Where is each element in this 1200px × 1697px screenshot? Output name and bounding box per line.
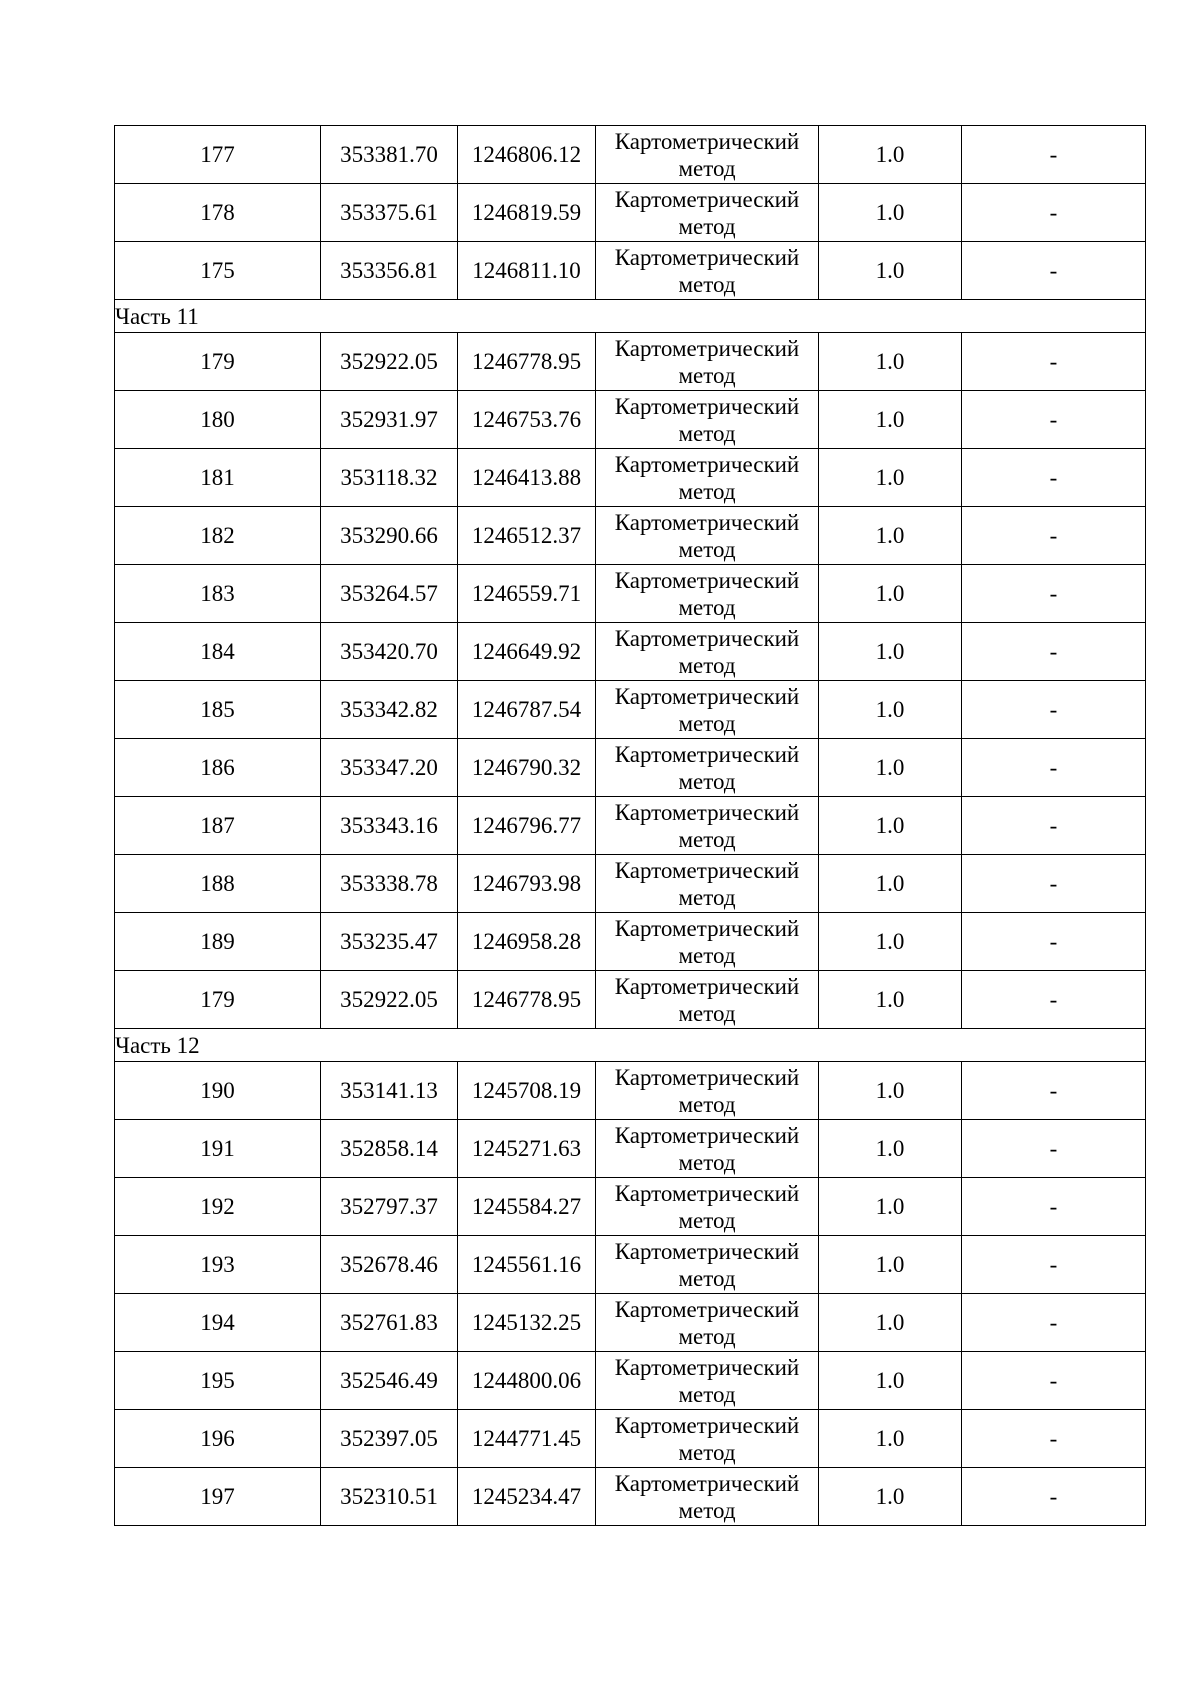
method-text: Картометрический метод xyxy=(614,1470,800,1523)
accuracy-cell: 1.0 xyxy=(819,913,962,971)
point-number-cell: 186 xyxy=(115,739,321,797)
method-text: Картометрический метод xyxy=(614,973,800,1026)
y-coordinate-cell: 1245561.16 xyxy=(458,1236,596,1294)
point-number-cell: 179 xyxy=(115,971,321,1029)
x-coordinate-cell: 353118.32 xyxy=(321,449,458,507)
x-coordinate-cell: 353375.61 xyxy=(321,184,458,242)
x-coordinate-cell: 353290.66 xyxy=(321,507,458,565)
y-coordinate-cell: 1246559.71 xyxy=(458,565,596,623)
point-number-cell: 182 xyxy=(115,507,321,565)
point-number-cell: 179 xyxy=(115,333,321,391)
description-cell: - xyxy=(962,391,1146,449)
accuracy-cell: 1.0 xyxy=(819,1178,962,1236)
point-number-cell: 184 xyxy=(115,623,321,681)
point-number-cell: 185 xyxy=(115,681,321,739)
accuracy-cell: 1.0 xyxy=(819,1062,962,1120)
accuracy-cell: 1.0 xyxy=(819,391,962,449)
method-text: Картометрический метод xyxy=(614,509,800,562)
method-cell xyxy=(596,333,819,391)
accuracy-cell: 1.0 xyxy=(819,333,962,391)
x-coordinate-cell: 352761.83 xyxy=(321,1294,458,1352)
x-coordinate-cell: 353235.47 xyxy=(321,913,458,971)
table-row xyxy=(115,333,1146,391)
point-number-cell: 181 xyxy=(115,449,321,507)
accuracy-cell: 1.0 xyxy=(819,1236,962,1294)
description-cell: - xyxy=(962,242,1146,300)
table-row xyxy=(115,623,1146,681)
table-row xyxy=(115,449,1146,507)
x-coordinate-cell: 353141.13 xyxy=(321,1062,458,1120)
accuracy-cell: 1.0 xyxy=(819,855,962,913)
x-coordinate-cell: 353338.78 xyxy=(321,855,458,913)
description-cell: - xyxy=(962,565,1146,623)
point-number-cell: 175 xyxy=(115,242,321,300)
description-cell: - xyxy=(962,1062,1146,1120)
point-number-cell: 191 xyxy=(115,1120,321,1178)
method-text: Картометрический метод xyxy=(614,1180,800,1233)
method-text: Картометрический метод xyxy=(614,567,800,620)
method-cell xyxy=(596,681,819,739)
accuracy-cell: 1.0 xyxy=(819,507,962,565)
y-coordinate-cell: 1245234.47 xyxy=(458,1468,596,1526)
method-text: Картометрический метод xyxy=(614,451,800,504)
table-row xyxy=(115,184,1146,242)
y-coordinate-cell: 1246958.28 xyxy=(458,913,596,971)
method-cell xyxy=(596,126,819,184)
method-cell xyxy=(596,913,819,971)
y-coordinate-cell: 1246811.10 xyxy=(458,242,596,300)
method-text: Картометрический метод xyxy=(614,186,800,239)
method-cell xyxy=(596,391,819,449)
accuracy-cell: 1.0 xyxy=(819,681,962,739)
method-cell xyxy=(596,1294,819,1352)
method-text: Картометрический метод xyxy=(614,244,800,297)
x-coordinate-cell: 352797.37 xyxy=(321,1178,458,1236)
description-cell: - xyxy=(962,1352,1146,1410)
point-number-cell: 195 xyxy=(115,1352,321,1410)
x-coordinate-cell: 353381.70 xyxy=(321,126,458,184)
method-cell xyxy=(596,1178,819,1236)
x-coordinate-cell: 353347.20 xyxy=(321,739,458,797)
method-text: Картометрический метод xyxy=(614,857,800,910)
table-row xyxy=(115,681,1146,739)
table-row xyxy=(115,391,1146,449)
x-coordinate-cell: 352397.05 xyxy=(321,1410,458,1468)
description-cell: - xyxy=(962,797,1146,855)
table-row xyxy=(115,1178,1146,1236)
method-cell xyxy=(596,855,819,913)
x-coordinate-cell: 352858.14 xyxy=(321,1120,458,1178)
method-text: Картометрический метод xyxy=(614,128,800,181)
description-cell: - xyxy=(962,623,1146,681)
method-text: Картометрический метод xyxy=(614,915,800,968)
y-coordinate-cell: 1245271.63 xyxy=(458,1120,596,1178)
y-coordinate-cell: 1245132.25 xyxy=(458,1294,596,1352)
accuracy-cell: 1.0 xyxy=(819,565,962,623)
description-cell: - xyxy=(962,333,1146,391)
y-coordinate-cell: 1246787.54 xyxy=(458,681,596,739)
x-coordinate-cell: 353420.70 xyxy=(321,623,458,681)
method-text: Картометрический метод xyxy=(614,741,800,794)
accuracy-cell: 1.0 xyxy=(819,971,962,1029)
x-coordinate-cell: 352546.49 xyxy=(321,1352,458,1410)
method-cell xyxy=(596,1236,819,1294)
description-cell: - xyxy=(962,971,1146,1029)
point-number-cell: 194 xyxy=(115,1294,321,1352)
y-coordinate-cell: 1246778.95 xyxy=(458,971,596,1029)
point-number-cell: 197 xyxy=(115,1468,321,1526)
method-text: Картометрический метод xyxy=(614,393,800,446)
table-row xyxy=(115,1120,1146,1178)
accuracy-cell: 1.0 xyxy=(819,449,962,507)
y-coordinate-cell: 1244800.06 xyxy=(458,1352,596,1410)
point-number-cell: 190 xyxy=(115,1062,321,1120)
method-cell xyxy=(596,449,819,507)
table-row xyxy=(115,1236,1146,1294)
y-coordinate-cell: 1244771.45 xyxy=(458,1410,596,1468)
method-cell xyxy=(596,565,819,623)
accuracy-cell: 1.0 xyxy=(819,1468,962,1526)
table-row xyxy=(115,1468,1146,1526)
x-coordinate-cell: 353264.57 xyxy=(321,565,458,623)
method-text: Картометрический метод xyxy=(614,1354,800,1407)
table-row xyxy=(115,1294,1146,1352)
description-cell: - xyxy=(962,1294,1146,1352)
description-cell: - xyxy=(962,913,1146,971)
description-cell: - xyxy=(962,1468,1146,1526)
section-header-row xyxy=(115,300,1146,333)
point-number-cell: 180 xyxy=(115,391,321,449)
table-row xyxy=(115,242,1146,300)
table-row xyxy=(115,1352,1146,1410)
description-cell: - xyxy=(962,681,1146,739)
method-cell xyxy=(596,1120,819,1178)
section-title: Часть 11 xyxy=(115,300,1146,333)
description-cell: - xyxy=(962,1236,1146,1294)
accuracy-cell: 1.0 xyxy=(819,1352,962,1410)
description-cell: - xyxy=(962,126,1146,184)
coordinates-table-body xyxy=(115,126,1146,1526)
y-coordinate-cell: 1246649.92 xyxy=(458,623,596,681)
x-coordinate-cell: 352922.05 xyxy=(321,333,458,391)
y-coordinate-cell: 1246413.88 xyxy=(458,449,596,507)
accuracy-cell: 1.0 xyxy=(819,126,962,184)
accuracy-cell: 1.0 xyxy=(819,1294,962,1352)
accuracy-cell: 1.0 xyxy=(819,184,962,242)
y-coordinate-cell: 1246819.59 xyxy=(458,184,596,242)
table-row xyxy=(115,126,1146,184)
description-cell: - xyxy=(962,449,1146,507)
method-text: Картометрический метод xyxy=(614,1412,800,1465)
description-cell: - xyxy=(962,184,1146,242)
section-header-row xyxy=(115,1029,1146,1062)
method-cell xyxy=(596,739,819,797)
accuracy-cell: 1.0 xyxy=(819,797,962,855)
method-text: Картометрический метод xyxy=(614,1238,800,1291)
table-row xyxy=(115,1062,1146,1120)
y-coordinate-cell: 1246806.12 xyxy=(458,126,596,184)
x-coordinate-cell: 352922.05 xyxy=(321,971,458,1029)
y-coordinate-cell: 1246793.98 xyxy=(458,855,596,913)
table-row xyxy=(115,971,1146,1029)
method-cell xyxy=(596,242,819,300)
point-number-cell: 178 xyxy=(115,184,321,242)
method-text: Картометрический метод xyxy=(614,625,800,678)
x-coordinate-cell: 353356.81 xyxy=(321,242,458,300)
y-coordinate-cell: 1246778.95 xyxy=(458,333,596,391)
y-coordinate-cell: 1245584.27 xyxy=(458,1178,596,1236)
y-coordinate-cell: 1246796.77 xyxy=(458,797,596,855)
description-cell: - xyxy=(962,507,1146,565)
table-row xyxy=(115,855,1146,913)
accuracy-cell: 1.0 xyxy=(819,1120,962,1178)
method-cell xyxy=(596,1468,819,1526)
description-cell: - xyxy=(962,1120,1146,1178)
method-cell xyxy=(596,184,819,242)
point-number-cell: 187 xyxy=(115,797,321,855)
accuracy-cell: 1.0 xyxy=(819,739,962,797)
accuracy-cell: 1.0 xyxy=(819,242,962,300)
method-cell xyxy=(596,623,819,681)
method-cell xyxy=(596,1352,819,1410)
y-coordinate-cell: 1246512.37 xyxy=(458,507,596,565)
point-number-cell: 192 xyxy=(115,1178,321,1236)
description-cell: - xyxy=(962,855,1146,913)
method-text: Картометрический метод xyxy=(614,683,800,736)
table-row xyxy=(115,797,1146,855)
accuracy-cell: 1.0 xyxy=(819,623,962,681)
x-coordinate-cell: 352310.51 xyxy=(321,1468,458,1526)
method-text: Картометрический метод xyxy=(614,1296,800,1349)
y-coordinate-cell: 1246790.32 xyxy=(458,739,596,797)
section-title: Часть 12 xyxy=(115,1029,1146,1062)
table-row xyxy=(115,507,1146,565)
y-coordinate-cell: 1246753.76 xyxy=(458,391,596,449)
method-text: Картометрический метод xyxy=(614,1064,800,1117)
method-text: Картометрический метод xyxy=(614,335,800,388)
point-number-cell: 183 xyxy=(115,565,321,623)
point-number-cell: 189 xyxy=(115,913,321,971)
table-row xyxy=(115,913,1146,971)
table-row xyxy=(115,565,1146,623)
x-coordinate-cell: 352678.46 xyxy=(321,1236,458,1294)
x-coordinate-cell: 352931.97 xyxy=(321,391,458,449)
description-cell: - xyxy=(962,1410,1146,1468)
coordinates-table xyxy=(114,125,1146,1526)
method-cell xyxy=(596,1062,819,1120)
point-number-cell: 188 xyxy=(115,855,321,913)
point-number-cell: 177 xyxy=(115,126,321,184)
description-cell: - xyxy=(962,1178,1146,1236)
y-coordinate-cell: 1245708.19 xyxy=(458,1062,596,1120)
accuracy-cell: 1.0 xyxy=(819,1410,962,1468)
method-text: Картометрический метод xyxy=(614,1122,800,1175)
table-row xyxy=(115,1410,1146,1468)
method-text: Картометрический метод xyxy=(614,799,800,852)
point-number-cell: 196 xyxy=(115,1410,321,1468)
x-coordinate-cell: 353343.16 xyxy=(321,797,458,855)
method-cell xyxy=(596,797,819,855)
method-cell xyxy=(596,507,819,565)
point-number-cell: 193 xyxy=(115,1236,321,1294)
x-coordinate-cell: 353342.82 xyxy=(321,681,458,739)
table-row xyxy=(115,739,1146,797)
method-cell xyxy=(596,1410,819,1468)
description-cell: - xyxy=(962,739,1146,797)
method-cell xyxy=(596,971,819,1029)
